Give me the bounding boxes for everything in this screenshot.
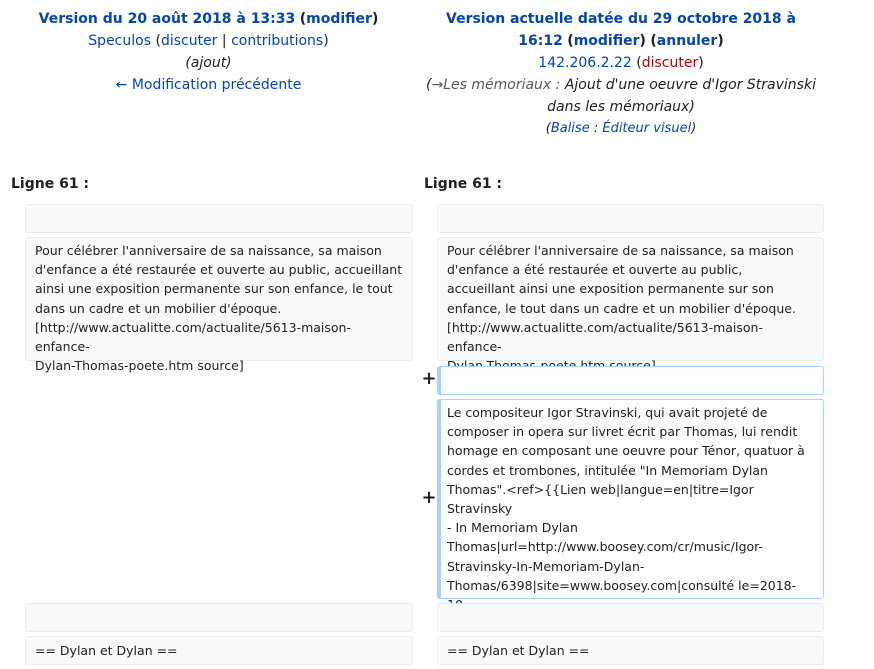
line-number-right: Ligne 61 : [424,176,503,192]
undo-link[interactable]: annuler [656,33,718,49]
current-revision-time-link[interactable]: 16:12 [518,33,563,49]
added-paragraph-marker: + [421,487,437,508]
context-empty-right-2 [437,603,824,632]
ip-talk-link[interactable]: discuter [641,55,699,71]
old-revision-contribs-link[interactable]: contributions [231,33,324,49]
added-empty-line [437,366,824,395]
old-revision-edit-link[interactable]: modifier [306,11,372,27]
edit-summary-cont: dans les mémoriaux) [547,99,695,115]
context-empty-left-2 [25,603,413,632]
old-revision-user-link[interactable]: Speculos [88,33,152,49]
edit-summary: Ajout d'une oeuvre d'Igor Stravinski [564,77,816,93]
added-line-marker: + [421,368,437,389]
tag-link[interactable]: Balise [550,121,590,136]
previous-edit-link[interactable]: ← Modification précédente [115,77,302,93]
added-paragraph: Le compositeur Igor Stravinski, qui avait projeté de composer in opera sur livret écrit par Thomas, lui rendit homage en composant une oeuvre pour Ténor, quatuor à cordes et trombones, intitulée "In Memoriam Dylan Thomas".<ref>{{Lien web|langue=en|titre=Igor Stravinsky - In Memoriam Dylan Thomas|url=http://www.boosey.com/cr/music/Igor- Stravinsky-In-Memoriam-Dylan- Thomas/6398|site=www.boosey.com|consulté le=2018- [437,399,824,599]
section-link[interactable]: →Les mémoriaux : [431,77,561,93]
context-empty-right [437,204,824,233]
old-revision-talk-link[interactable]: discuter [160,33,218,49]
current-revision-edit-link[interactable]: modifier [573,33,640,49]
old-revision-header: Version du 20 août 2018 à 13:33 (modifier) Speculos (discuter | contributions) (ajout) ← Modification précédente [10,8,407,96]
old-revision-link[interactable]: Version du 20 août 2018 à 13:33 [38,11,296,27]
current-revision-header: Version actuelle datée du 29 octobre 2018 à 16:12 (modifier) (annuler) 142.206.2.22 (discuter) (→Les mémoriaux : Ajout d'une oeuvre d'Igor Stravinski dans les mémoriaux) (Balise : Éditeur visuel) [421,8,821,140]
context-paragraph-left: Pour célébrer l'anniversaire de sa naissance, sa maison d'enfance a été restaurée et ouverte au public, accueillant ainsi une exposition permanente sur son enfance, le tout dans un cadre et un mobilier d'époque. [http://www.actualitte.com/actualite/5613-maison-enfance- Dylan-Thomas-poete.htm source] [25,237,413,361]
old-revision-summary: (ajout) [185,55,232,71]
visual-editor-tag-link[interactable]: Éditeur visuel [602,121,692,136]
line-number-left: Ligne 61 : [11,176,90,192]
context-empty-left [25,204,413,233]
context-heading-right: == Dylan et Dylan == [437,636,824,665]
ip-user-link[interactable]: 142.206.2.22 [538,55,632,71]
current-revision-link[interactable]: Version actuelle datée du 29 octobre 2018 à [446,11,796,27]
context-paragraph-right: Pour célébrer l'anniversaire de sa naissance, sa maison d'enfance a été restaurée et ouverte au public, accueillant ainsi une exposition permanente sur son enfance, le tout dans un cadre et un mobilier d'époque. [http://www.actualitte.com/actualite/5613-maison-enfance- [437,237,824,361]
context-heading-left: == Dylan et Dylan == [25,636,413,665]
